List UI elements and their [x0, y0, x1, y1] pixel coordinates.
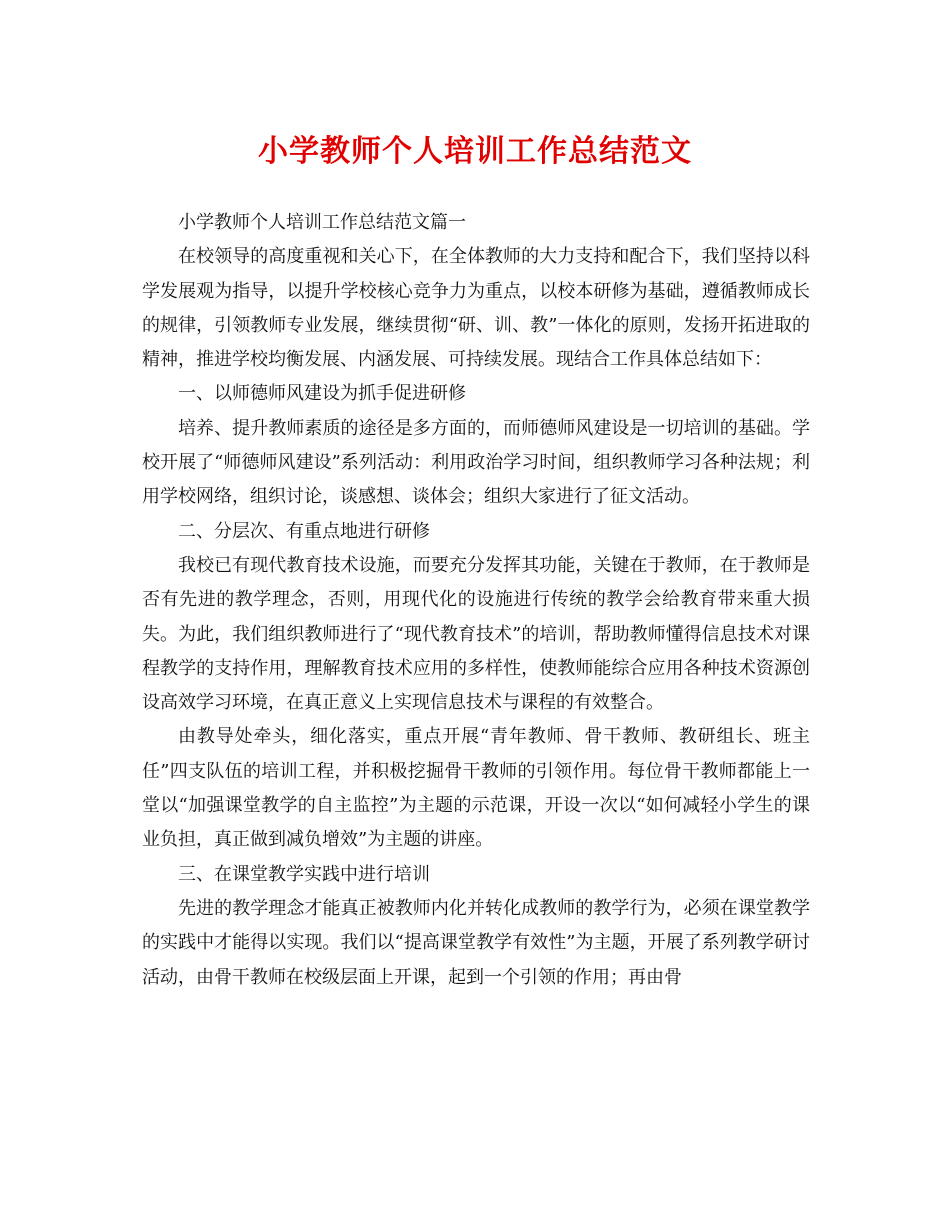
document-title: 小学教师个人培训工作总结范文 — [258, 134, 692, 169]
document-body — [142, 206, 810, 995]
section-heading: 三、在课堂教学实践中进行培训 — [178, 863, 430, 885]
paragraph: 小学教师个人培训工作总结范文篇一 — [178, 212, 466, 233]
paragraph: 先进的教学理念才能真正被教师内化并转化成教师的教学行为，必须在课堂教学的实践中才能得以实现。我们以“提高课堂教学有效性”为主题，开展了系列教学研讨活动，由骨干教师在校级层面上开课，起到一个引领的作用；再由骨 — [142, 897, 810, 988]
paragraph: 由教导处牵头，细化落实，重点开展“青年教师、骨干教师、教研组长、班主任”四支队伍的培训工程，并积极挖掘骨干教师的引领作用。每位骨干教师都能上一堂以“加强课堂教学的自主监控”为主题的示范课，开设一次以“如何减轻小学生的课业负担，真正做到减负增效”为主题的讲座。 — [142, 726, 810, 851]
section-heading: 一、以师德师风建设为抓手促进研修 — [178, 383, 466, 405]
section-heading: 二、分层次、有重点地进行研修 — [178, 520, 430, 542]
paragraph: 培养、提升教师素质的途径是多方面的，而师德师风建设是一切培训的基础。学校开展了“师德师风建设”系列活动：利用政治学习时间，组织教师学习各种法规；利用学校网络，组织讨论，谈感想、谈体会；组织大家进行了征文活动。 — [142, 417, 810, 508]
paragraph: 我校已有现代教育技术设施，而要充分发挥其功能，关键在于教师，在于教师是否有先进的教学理念，否则，用现代化的设施进行传统的教学会给教育带来重大损失。为此，我们组织教师进行了“现代教育技术”的培训，帮助教师懂得信息技术对课程教学的支持作用，理解教育技术应用的多样性，使教师能综合应用各种技术资源创设高效学习环境，在真正意义上实现信息技术与课程的有效整合。 — [142, 554, 810, 714]
paragraph: 在校领导的高度重视和关心下，在全体教师的大力支持和配合下，我们坚持以科学发展观为指导，以提升学校核心竞争力为重点，以校本研修为基础，遵循教师成长的规律，引领教师专业发展，继续贯彻“研、训、教”一体化的原则，发扬开拓进取的精神，推进学校均衡发展、内涵发展、可持续发展。现结合工作具体总结如下： — [142, 246, 810, 371]
